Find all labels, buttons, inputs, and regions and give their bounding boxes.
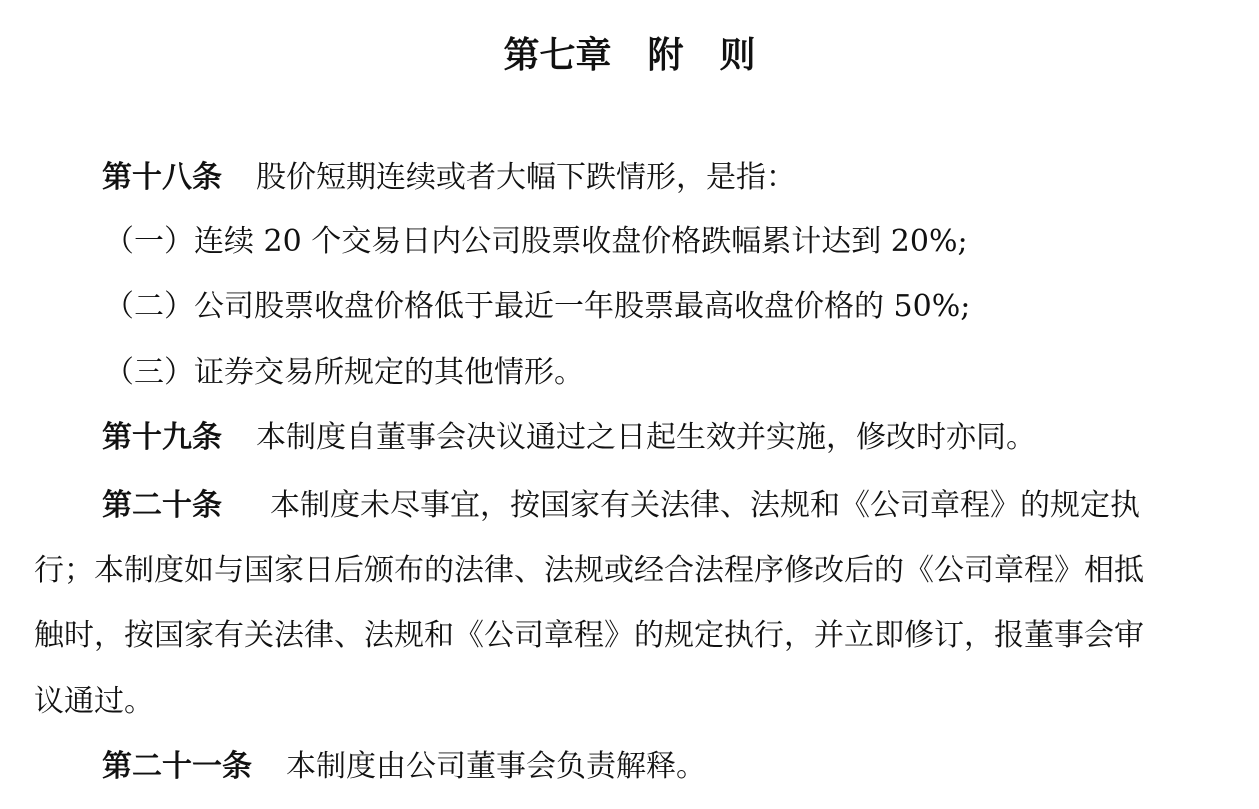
article-19-text: 本制度自董事会决议通过之日起生效并实施，修改时亦同。 xyxy=(256,420,1036,455)
article-19 xyxy=(0,416,1259,460)
article-18-item-3: （三）证券交易所规定的其他情形。 xyxy=(104,355,584,390)
article-20-label: 第二十条 xyxy=(102,488,222,523)
article-20-line-1: 本制度未尽事宜，按国家有关法律、法规和《公司章程》的规定执 xyxy=(270,488,1140,523)
article-19-label: 第十九条 xyxy=(102,420,222,455)
article-21-label: 第二十一条 xyxy=(102,749,252,784)
article-20-line-3: 触时，按国家有关法律、法规和《公司章程》的规定执行，并立即修订，报董事会审 xyxy=(34,618,1144,653)
article-18 xyxy=(0,156,1259,200)
article-21 xyxy=(0,745,1259,789)
article-18-label: 第十八条 xyxy=(102,160,222,195)
article-21-text: 本制度由公司董事会负责解释。 xyxy=(286,749,706,784)
article-18-intro: 股价短期连续或者大幅下跌情形，是指： xyxy=(256,160,796,195)
chapter-title: 第七章 附 则 xyxy=(503,34,756,76)
article-20-line-2: 行；本制度如与国家日后颁布的法律、法规或经合法程序修改后的《公司章程》相抵 xyxy=(34,553,1144,588)
article-20-line-4: 议通过。 xyxy=(34,684,154,719)
article-18-item-2: （二）公司股票收盘价格低于最近一年股票最高收盘价格的 50%; xyxy=(104,289,971,324)
article-18-item-1: （一）连续 20 个交易日内公司股票收盘价格跌幅累计达到 20%; xyxy=(104,224,968,259)
article-20 xyxy=(0,484,1259,528)
